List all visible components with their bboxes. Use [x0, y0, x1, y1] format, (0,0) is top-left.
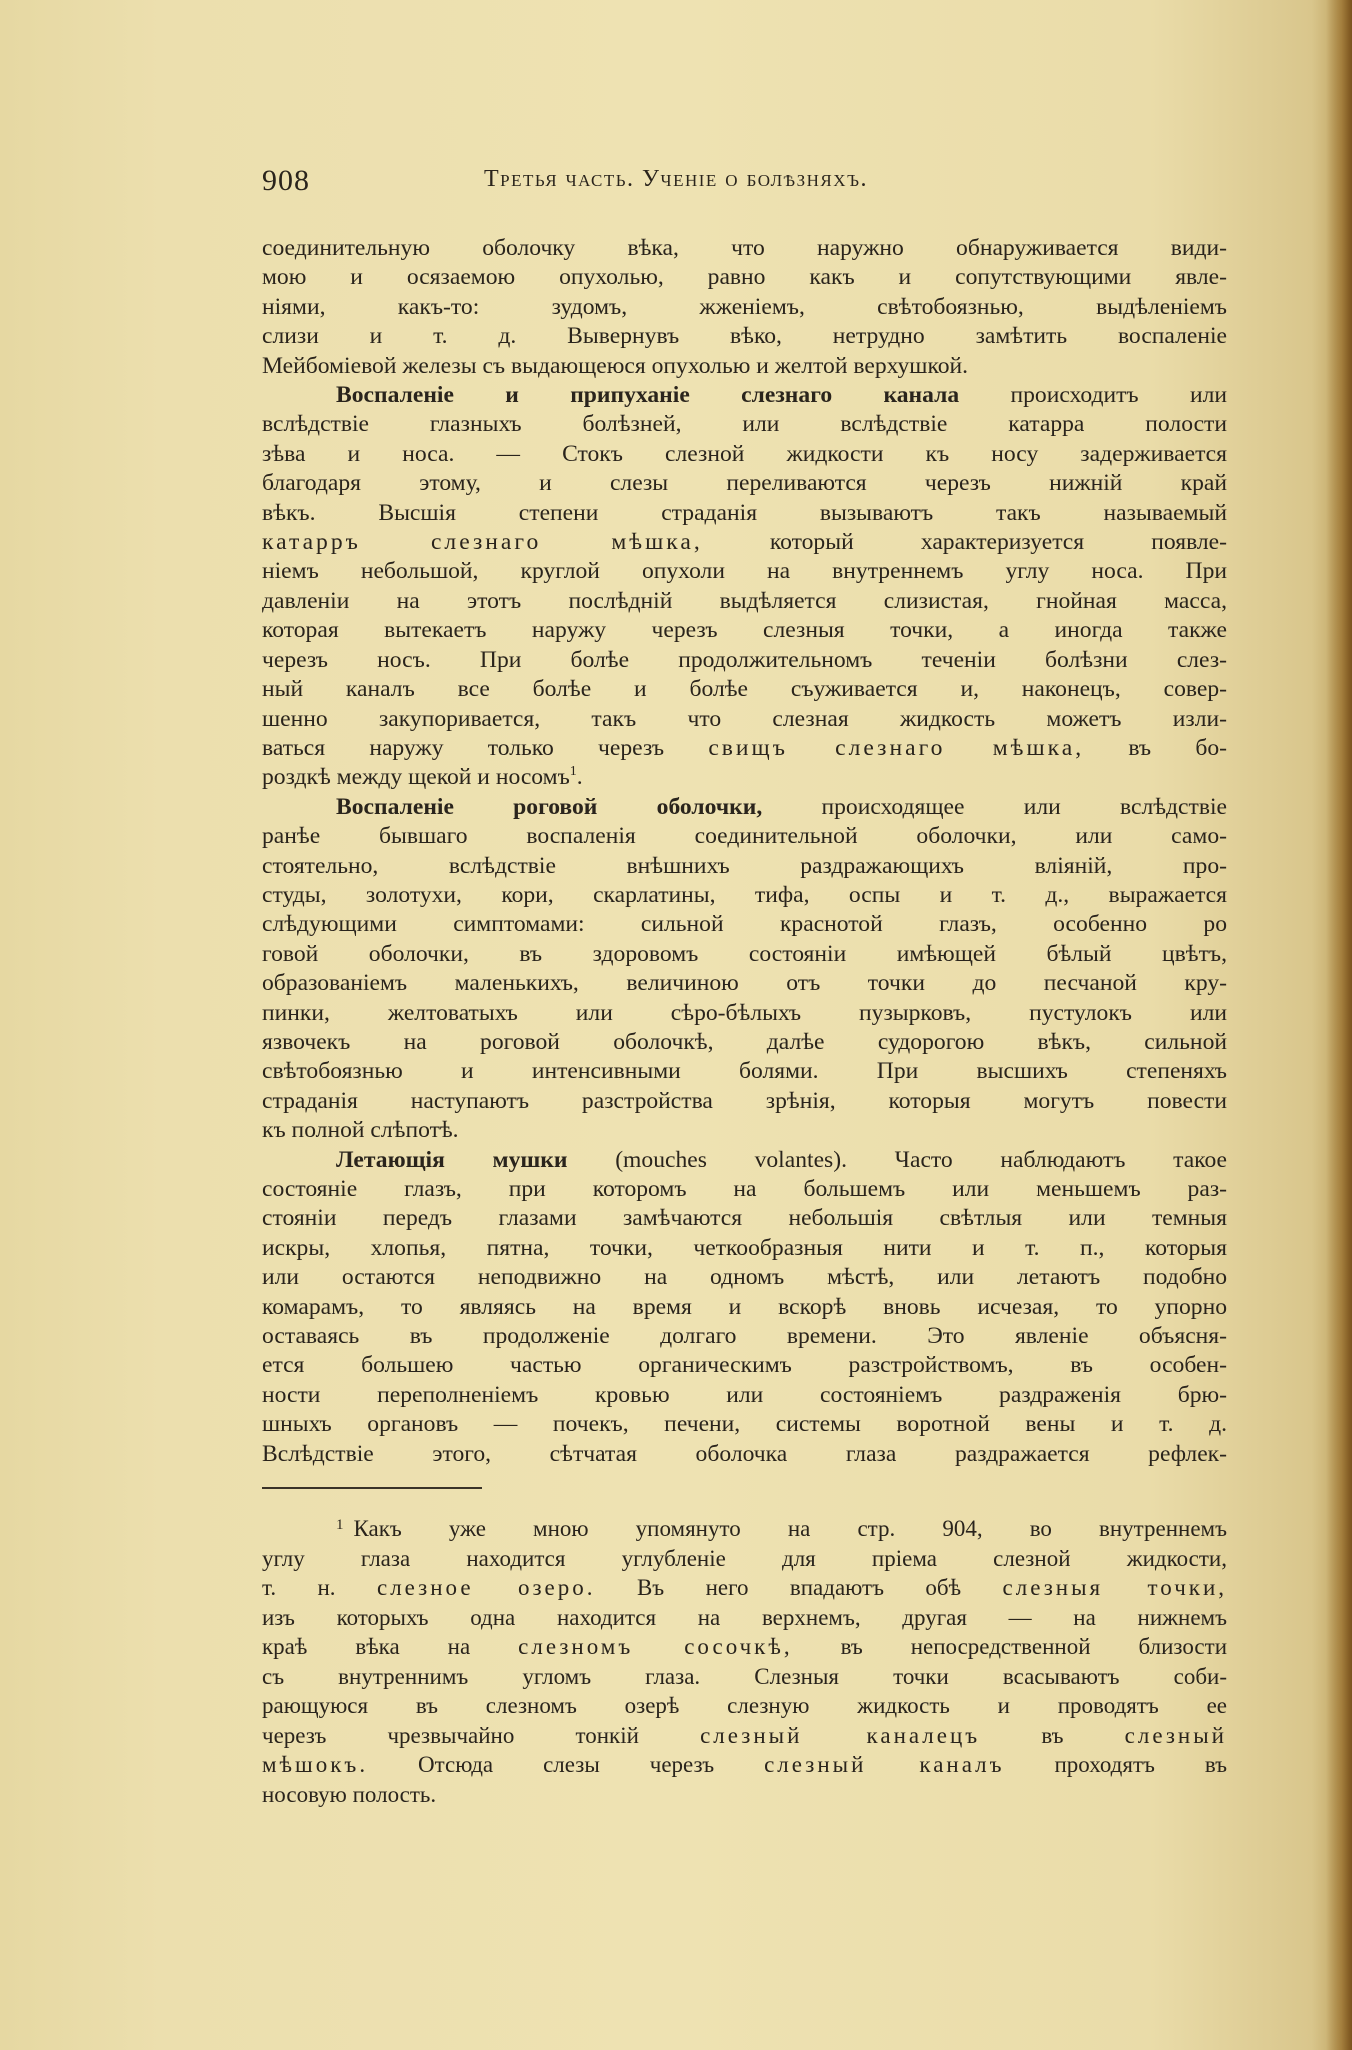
- text-line: [262, 528, 1227, 557]
- text-line: язвочекъ на роговой оболочкѣ, далѣе судорогою вѣкъ, сильной: [262, 1028, 1227, 1055]
- text-span: который характеризуется появле-: [769, 529, 1227, 556]
- text-span: въ непосредственной близости: [840, 1634, 1228, 1659]
- text-line: шныхъ органовъ — почекъ, печени, системы воротной вены и т. д.: [262, 1411, 1227, 1438]
- text-line: которая вытекаетъ наружу черезъ слезныя точки, а иногда также: [262, 617, 1227, 644]
- text-line: ніями, какъ-то: зудомъ, жженіемъ, свѣтобоязнью, выдѣленіемъ: [262, 293, 1227, 320]
- text-line: вѣкъ. Высшія степени страданія вызываютъ такъ называемый: [262, 499, 1227, 526]
- text-line: ности переполненіемъ кровью или состояніемъ раздраженія брю-: [262, 1381, 1227, 1408]
- text-line: пинки, желтоватыхъ или сѣро-бѣлыхъ пузырковъ, пустулокъ или: [262, 999, 1227, 1026]
- paragraph-lacrimal-canal-first-line: [262, 381, 1227, 410]
- text-line: [262, 763, 1227, 792]
- header-title: Третья часть. Ученіе о болѣзняхъ.: [484, 166, 868, 192]
- spaced-term: слезномъ сосочкѣ,: [518, 1634, 793, 1659]
- text-line: [262, 734, 1227, 763]
- text-line: свѣтобоязнью и интенсивными болями. При высшихъ степеняхъ: [262, 1058, 1227, 1085]
- text-line: Мейбоміевой железы съ выдающеюся опухолью и желтой верхушкой.: [262, 352, 969, 379]
- text-line: ніемъ небольшой, круглой опухоли на внутреннемъ углу носа. При: [262, 558, 1227, 585]
- text-line: благодаря этому, и слезы переливаются черезъ нижній край: [262, 470, 1227, 497]
- text-line: комарамъ, то являясь на время и вскорѣ вновь исчезая, то упорно: [262, 1293, 1227, 1320]
- spaced-term: слезный: [1124, 1722, 1227, 1748]
- spaced-term: слезное озеро.: [376, 1575, 596, 1600]
- footnote-line: рающуюся въ слезномъ озерѣ слезную жидкость и проводятъ ее: [262, 1693, 1227, 1718]
- text-line: ранѣе бывшаго воспаленія соединительной оболочки, или само-: [262, 823, 1227, 850]
- text-line: образованіемъ маленькихъ, величиною отъ точки до песчаной кру-: [262, 970, 1227, 997]
- text-line: къ полной слѣпотѣ.: [262, 1117, 459, 1144]
- page-edge-shadow: [1326, 0, 1352, 2050]
- text-line: зѣва и носа. — Стокъ слезной жидкости къ носу задерживается: [262, 440, 1227, 467]
- text-span: происходитъ или: [1010, 382, 1227, 409]
- spaced-term: свищъ слезнаго мѣшка,: [708, 734, 1085, 761]
- text-line: страданія наступаютъ разстройства зрѣнія, которыя могутъ повести: [262, 1087, 1227, 1114]
- text-line: студы, золотухи, кори, скарлатины, тифа, оспы и т. д., выражается: [262, 881, 1227, 908]
- footnote-line: [262, 1721, 1227, 1751]
- text-span: Въ него впадаютъ обѣ: [636, 1575, 962, 1600]
- text-line: слизи и т. д. Вывернувъ вѣко, нетрудно замѣтить воспаленіе: [262, 323, 1227, 350]
- spaced-term: мѣшокъ.: [262, 1752, 369, 1777]
- footnote-line: [262, 1573, 1227, 1603]
- footnote-separator: [262, 1487, 482, 1489]
- text-line: черезъ носъ. При болѣе продолжительномъ теченіи болѣзни слез-: [262, 646, 1227, 673]
- text-line: ется большею частью органическимъ разстройствомъ, въ особен-: [262, 1352, 1227, 1379]
- running-head: [262, 164, 1227, 204]
- text-line: искры, хлопья, пятна, точки, четкообразныя нити и т. п., которыя: [262, 1234, 1227, 1261]
- text-span: проходятъ въ: [1054, 1752, 1228, 1777]
- text-line: давленіи на этотъ послѣдній выдѣляется слизистая, гнойная масса,: [262, 587, 1227, 614]
- text-line: слѣдующими симптомами: сильной краснотой глазъ, особенно ро: [262, 911, 1227, 938]
- text-span: (mouches volantes). Часто наблюдаютъ такое: [615, 1146, 1227, 1173]
- body-text: [262, 234, 1227, 1469]
- text-span: Какъ уже мною упомянуто на стр. 904, во внутреннемъ: [353, 1516, 1227, 1541]
- paragraph-heading: Летающія мушки: [336, 1146, 568, 1173]
- text-line: состояніе глазъ, при которомъ на большемъ или меньшемъ раз-: [262, 1176, 1227, 1202]
- text-span: т. н.: [262, 1575, 336, 1600]
- text-span: Отсюда слезы черезъ: [418, 1752, 715, 1777]
- paragraph-heading: Воспаленіе и припуханіе слезнаго канала: [336, 382, 960, 409]
- footnote-line: носовую полость.: [262, 1781, 437, 1807]
- footnote-line: [262, 1511, 1227, 1544]
- footnote-line: [262, 1632, 1227, 1662]
- page-number: 908: [262, 164, 310, 197]
- text-span: .: [576, 764, 583, 791]
- text-span: краѣ вѣка на: [262, 1634, 471, 1659]
- footnote-line: изъ которыхъ одна находится на верхнемъ, другая — на нижнемъ: [262, 1604, 1227, 1630]
- text-line: говой оболочки, въ здоровомъ состояніи имѣющей бѣлый цвѣтъ,: [262, 940, 1227, 967]
- text-span: черезъ чрезвычайно тонкій: [262, 1722, 639, 1748]
- text-line: Вслѣдствіе этого, сѣтчатая оболочка глаза раздражается рефлек-: [262, 1440, 1227, 1467]
- text-span: роздкѣ между щекой и носомъ: [262, 764, 570, 791]
- text-line: вслѣдствіе глазныхъ болѣзней, или вслѣдствіе катарра полости: [262, 411, 1227, 438]
- text-line: мою и осязаемою опухолью, равно какъ и сопутствующими явле-: [262, 264, 1227, 291]
- paragraph-heading: Воспаленіе роговой оболочки,: [336, 793, 763, 820]
- spaced-term: слезный каналецъ: [700, 1722, 981, 1748]
- spaced-term: слезныя точки,: [1002, 1575, 1228, 1600]
- text-span: происходящее или вслѣдствіе: [821, 793, 1227, 820]
- footnote-reference[interactable]: 1: [569, 764, 577, 780]
- spaced-term: слезный каналъ: [764, 1752, 1005, 1777]
- spaced-term: катарръ слезнаго мѣшка,: [262, 529, 703, 556]
- text-line: оставаясь въ продолженіе долгаго времени. Это явленіе объясня-: [262, 1323, 1227, 1350]
- footnote-line: съ внутреннимъ угломъ глаза. Слезныя точки всасываютъ соби-: [262, 1663, 1227, 1689]
- paragraph-cornea-first-line: [262, 793, 1227, 822]
- footnote-mark: 1: [336, 1517, 344, 1533]
- text-span: въ бо-: [1128, 734, 1227, 761]
- text-span: ваться наружу только черезъ: [262, 734, 665, 761]
- text-line: стоятельно, вслѣдствіе внѣшнихъ раздражающихъ вліяній, про-: [262, 852, 1227, 879]
- text-line: стояніи передъ глазами замѣчаются небольшія свѣтлыя или темныя: [262, 1205, 1227, 1232]
- text-line: или остаются неподвижно на одномъ мѣстѣ, или летаютъ подобно: [262, 1264, 1227, 1291]
- footnote: [262, 1511, 1227, 1809]
- paragraph-floaters-first-line: [262, 1146, 1227, 1175]
- text-line: шенно закупоривается, такъ что слезная жидкость можетъ изли-: [262, 705, 1227, 732]
- text-line: ный каналъ все болѣе и болѣе съуживается и, наконецъ, совер-: [262, 676, 1227, 703]
- footnote-line: [262, 1750, 1227, 1780]
- text-span: въ: [1041, 1722, 1064, 1748]
- text-line: соединительную оболочку вѣка, что наружно обнаруживается види-: [262, 235, 1227, 261]
- footnote-line: углу глаза находится углубленіе для пріема слезной жидкости,: [262, 1545, 1227, 1571]
